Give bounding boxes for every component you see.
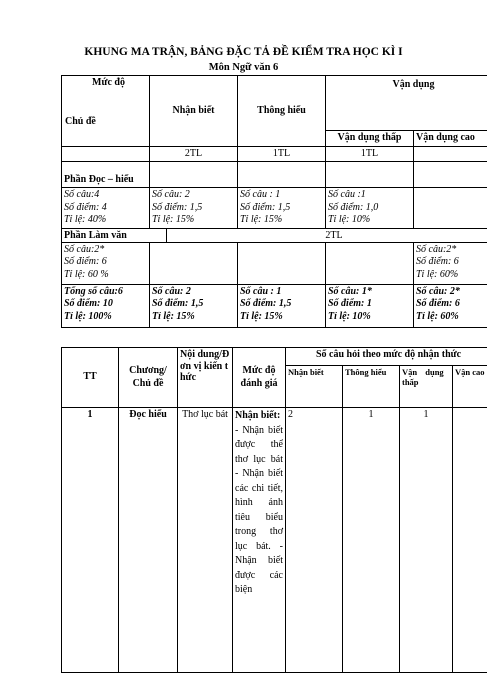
spec-header-tt: TT	[62, 348, 119, 408]
spec-row-nb: 2	[286, 408, 343, 673]
lam-van-nb	[150, 242, 238, 284]
tong-th: Số câu : 1 Số điểm: 1,5 Tỉ lệ: 15%	[238, 284, 326, 327]
tong-total: Tổng số câu:6 Số điểm: 10 Tỉ lệ: 100%	[62, 284, 150, 327]
document-title: KHUNG MA TRẬN, BẢNG ĐẶC TẢ ĐỀ KIỂM TRA HỌC KÌ I	[0, 46, 487, 58]
spec-row-muc-do	[233, 408, 286, 673]
spec-row-chuong: Đọc hiểu	[119, 408, 178, 673]
matrix-table	[61, 75, 487, 328]
spec-header-noi-dung: Nội dung/Đơn vị kiến thức	[178, 348, 233, 408]
doc-hieu-nb-top	[150, 162, 238, 188]
spec-row-muc-do-text: - Nhận biết được thể thơ lục bát - Nhận biết các chi tiết, hình ảnh tiêu biểu trong thơ lục bát. - Nhận biết được các biện	[235, 424, 283, 598]
doc-hieu-vdt-top	[326, 162, 414, 188]
tong-nb: Số câu: 2 Số điểm: 1,5 Tỉ lệ: 15%	[150, 284, 238, 327]
doc-hieu-vdc	[414, 188, 487, 229]
spec-row-vdc	[453, 408, 487, 673]
spec-row-th: 1	[343, 408, 400, 673]
tl-van-dung: 1TL	[326, 146, 414, 162]
lam-van-vdt	[326, 242, 414, 284]
header-chu-de: Chủ đề	[65, 116, 96, 129]
header-nhan-biet: Nhận biết	[150, 76, 238, 147]
spec-header-vdc: Vận cao	[453, 366, 487, 408]
doc-hieu-vdt: Số câu :1 Số điểm: 1,0 Tỉ lệ: 10%	[326, 188, 414, 229]
header-van-dung: Vận dụng	[326, 76, 487, 131]
header-thong-hieu: Thông hiểu	[238, 76, 326, 147]
doc-hieu-th: Số câu : 1 Số điểm: 1,5 Tỉ lệ: 15%	[238, 188, 326, 229]
spec-header-th: Thông hiểu	[343, 366, 400, 408]
spec-row-vdt: 1	[400, 408, 453, 673]
lam-van-label: Phần Làm văn	[62, 229, 167, 242]
spec-header-so-cau: Số câu hỏi theo mức độ nhận thức	[286, 348, 487, 366]
tong-vdt: Số câu: 1* Số điểm: 1 Tỉ lệ: 10%	[326, 284, 414, 327]
header-vd-thap: Vận dụng thấp	[326, 131, 414, 147]
lam-van-row	[62, 228, 487, 242]
tl-thong-hieu: 1TL	[238, 146, 326, 162]
tl-nhan-biet: 2TL	[150, 146, 238, 162]
tl-blank	[62, 146, 150, 162]
spec-header-chuong: Chương/ Chủ đề	[119, 348, 178, 408]
spec-table	[61, 347, 487, 673]
tong-vdc: Số câu: 2* Số điểm: 6 Tỉ lệ: 60%	[414, 284, 487, 327]
lam-van-th	[238, 242, 326, 284]
header-muc-do-chu-de	[62, 76, 150, 131]
doc-hieu-total: Số câu:4 Số điểm: 4 Tỉ lệ: 40%	[62, 188, 150, 229]
lam-van-vdc: Số câu:2* Số điểm: 6 Tỉ lệ: 60%	[414, 242, 487, 284]
spec-header-vdt: Vận dụng thấp	[400, 366, 453, 408]
header-blank	[62, 131, 150, 147]
spec-row-muc-do-title: Nhận biết:	[235, 409, 283, 424]
spec-header-muc-do: Mức độ đánh giá	[233, 348, 286, 408]
doc-hieu-vdc-top	[414, 162, 487, 188]
lam-van-total: Số câu:2* Số điểm: 6 Tỉ lệ: 60 %	[62, 242, 150, 284]
header-muc-do: Mức độ	[64, 77, 147, 90]
header-vd-cao: Vận dụng cao	[414, 131, 487, 147]
lam-van-tl: 2TL	[167, 229, 487, 242]
spec-row-tt: 1	[62, 408, 119, 673]
doc-hieu-label: Phần Đọc – hiểu	[62, 162, 150, 188]
spec-row-noi-dung: Thơ lục bát	[178, 408, 233, 673]
doc-hieu-th-top	[238, 162, 326, 188]
tl-blank-2	[414, 146, 487, 162]
document-subtitle: Môn Ngữ văn 6	[0, 62, 487, 73]
spec-header-nb: Nhận biết	[286, 366, 343, 408]
doc-hieu-nb: Số câu: 2 Số điểm: 1,5 Tỉ lệ: 15%	[150, 188, 238, 229]
